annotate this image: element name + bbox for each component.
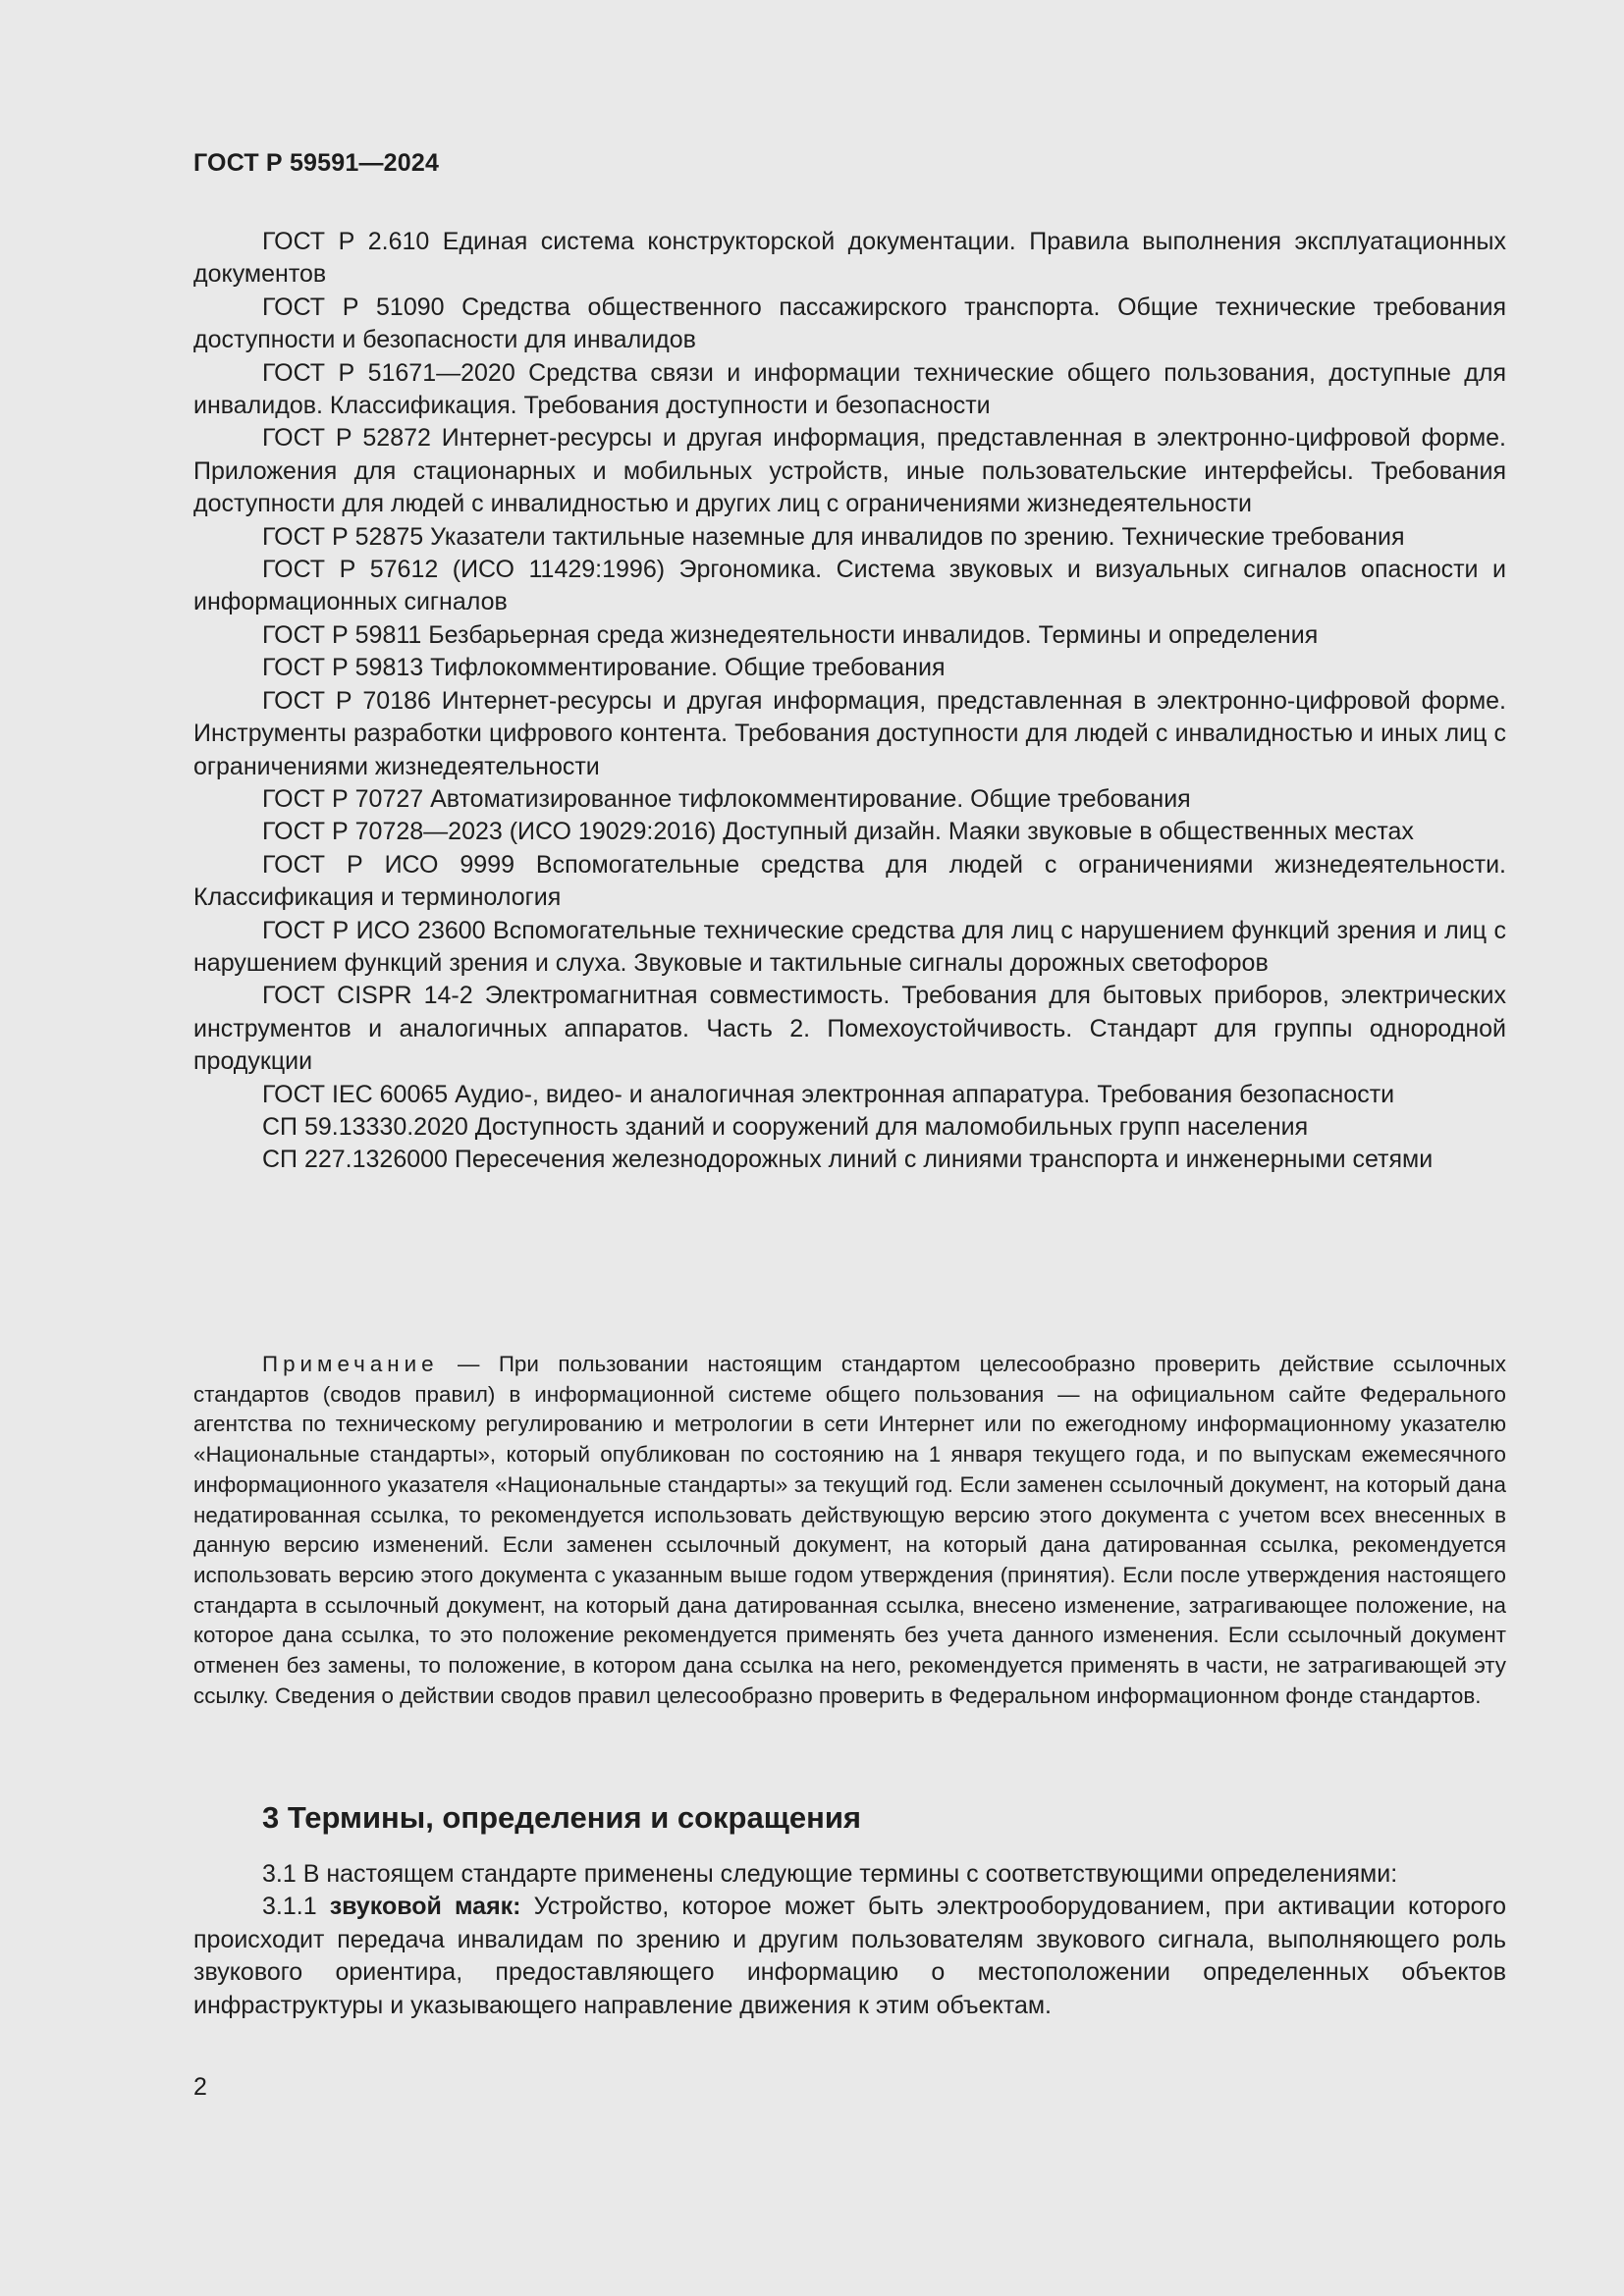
reference-item: ГОСТ Р 59813 Тифлокомментирование. Общие требования [262, 654, 946, 682]
reference-item: ГОСТ Р 52872 Интернет-ресурсы и другая информация, представленная в электронно-цифровой форме. Приложения для стационарных и мобильных устройств, иные пользовательские интерфейсы. Требования доступности для людей с инвалидностью и других лиц с ограничениями жизнедеятельности [193, 424, 1506, 518]
terms-intro: 3.1 В настоящем стандарте применены следующие термины с соответствующими определениями: [262, 1860, 1398, 1888]
note-paragraph [193, 1350, 1506, 1711]
terms-section [193, 1858, 1506, 2022]
page-number: 2 [193, 2073, 207, 2101]
reference-item: ГОСТ IEC 60065 Аудио-, видео- и аналогичная электронная аппаратура. Требования безопасности [262, 1080, 1395, 1108]
reference-item: ГОСТ Р 59811 Безбарьерная среда жизнедеятельности инвалидов. Термины и определения [262, 620, 1319, 649]
reference-item: ГОСТ Р 70728—2023 (ИСО 19029:2016) Доступный дизайн. Маяки звуковые в общественных местах [262, 818, 1414, 846]
term-definition [193, 1891, 1506, 2022]
reference-item: ГОСТ Р ИСО 9999 Вспомогательные средства для людей с ограничениями жизнедеятельности. Классификация и терминология [193, 850, 1506, 912]
term-text: Устройство, которое может быть электрооборудованием, при активации которого происходит передача инвалидам по зрению и другим пользователям звукового сигнала, выполняющего роль звукового ориентира, предоставляющего информацию о местоположении определенных объектов инфраструктуры и указывающего направление движения к этим объектам. [193, 1893, 1506, 2019]
reference-item: ГОСТ Р 57612 (ИСО 11429:1996) Эргономика. Система звуковых и визуальных сигналов опасности и информационных сигналов [193, 556, 1506, 616]
note-text: — При пользовании настоящим стандартом целесообразно проверить действие ссылочных стандартов (сводов правил) в информационной системе общего пользования — на официальном сайте Федерального агентства по техническому регулированию и метрологии в сети Интернет или по ежегодному информационному указателю «Национальные стандарты», который опубликован по состоянию на 1 января текущего года, и по выпускам ежемесячного информационного указателя «Национальные стандарты» за текущий год. Если заменен ссылочный документ, на который дана недатированная ссылка, то рекомендуется использовать действующую версию этого документа с учетом всех внесенных в данную версию изменений. Если заменен ссылочный документ, на который дана датированная ссылка, рекомендуется использовать версию этого документа с указанным выше годом утверждения (принятия). Если после утверждения настоящего стандарта в ссылочный документ, на который дана датированная ссылка, внесено изменение, затрагивающее положение, на которое дана ссылка, то это положение рекомендуется применять без учета данного изменения. Если ссылочный документ отменен без замены, то положение, в котором дана ссылка на него, рекомендуется применять в части, не затрагивающей эту ссылку. Сведения о действии сводов правил целесообразно проверить в Федеральном информационном фонде стандартов. [193, 1352, 1506, 1708]
reference-item: ГОСТ Р 70186 Интернет-ресурсы и другая информация, представленная в электронно-цифровой форме. Инструменты разработки цифрового контента. Требования доступности для людей с инвалидностью и иных лиц с ограничениями жизнедеятельности [193, 686, 1506, 780]
section-heading: 3 Термины, определения и сокращения [262, 1800, 861, 1835]
note-block [193, 1350, 1506, 1711]
term-number: 3.1.1 [262, 1893, 317, 1921]
reference-item: ГОСТ Р 51671—2020 Средства связи и информации технические общего пользования, доступные для инвалидов. Классификация. Требования доступности и безопасности [193, 358, 1506, 420]
reference-item: СП 227.1326000 Пересечения железнодорожных линий с линиями транспорта и инженерными сетями [262, 1146, 1434, 1174]
term-name: звуковой маяк: [329, 1893, 521, 1921]
reference-item: ГОСТ Р 2.610 Единая система конструкторской документации. Правила выполнения эксплуатационных документов [193, 228, 1506, 289]
reference-item: ГОСТ Р 51090 Средства общественного пассажирского транспорта. Общие технические требования доступности и безопасности для инвалидов [193, 293, 1506, 354]
reference-item: ГОСТ Р ИСО 23600 Вспомогательные технические средства для лиц с нарушением функций зрения и лиц с нарушением функций зрения и слуха. Звуковые и тактильные сигналы дорожных светофоров [193, 916, 1506, 977]
document-header: ГОСТ Р 59591—2024 [193, 149, 440, 177]
reference-item: ГОСТ Р 52875 Указатели тактильные наземные для инвалидов по зрению. Технические требования [262, 522, 1405, 551]
normative-references-list [193, 226, 1506, 1177]
reference-item: ГОСТ Р 70727 Автоматизированное тифлокомментирование. Общие требования [262, 784, 1191, 813]
note-label: Примечание [262, 1352, 439, 1376]
reference-item: СП 59.13330.2020 Доступность зданий и сооружений для маломобильных групп населения [262, 1112, 1309, 1141]
reference-item: ГОСТ CISPR 14-2 Электромагнитная совместимость. Требования для бытовых приборов, электрических инструментов и аналогичных аппаратов. Часть 2. Помехоустойчивость. Стандарт для группы однородной продукции [193, 982, 1506, 1076]
